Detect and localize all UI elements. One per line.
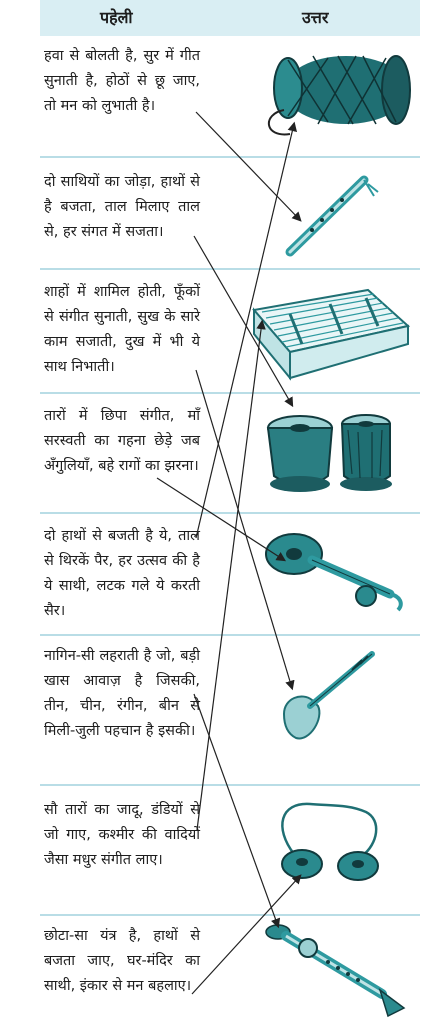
- santoor-icon: [250, 282, 412, 386]
- manjira-icon: [270, 798, 390, 894]
- flute-icon: [282, 172, 382, 262]
- riddle-text: दो हाथों से बजती है ये, ताल से थिरकें पैर, हर उत्सव की है ये साथी, लटक गले ये करती सैर।: [44, 528, 200, 619]
- dholak-icon: [258, 44, 418, 140]
- veena-icon: [262, 524, 410, 614]
- shehnai-icon: [258, 918, 408, 1018]
- sitar-icon: [280, 646, 380, 746]
- header-answer: उत्तर: [302, 8, 329, 27]
- riddle-text: हवा से बोलती है, सुर में गीत सुनाती है, होठों से छू जाए, तो मन को लुभाती है।: [44, 48, 200, 114]
- riddle-text: शाहों में शामिल होती, फूँकों से संगीत सुनाती, सुख के सारे काम सजाती, दुख में भी ये साथ निभाती।: [44, 284, 200, 375]
- riddle-text: छोटा-सा यंत्र है, हाथों से बजता जाए, घर-मंदिर का साथी, इंकार से मन बहलाए।: [44, 928, 200, 994]
- riddle-text: दो साथियों का जोड़ा, हाथों से है बजता, ताल मिलाए ताल से, हर संगत में सजता।: [44, 174, 200, 240]
- table-header: [40, 0, 420, 36]
- riddle-text: नागिन-सी लहराती है जो, बड़ी खास आवाज़ है जिसकी, तीन, चीन, रंगीन, बीन से मिली-जुली पहचान है इसकी।: [44, 648, 200, 739]
- riddle-text: तारों में छिपा संगीत, माँ सरस्वती का गहना छेड़े जब अँगुलियाँ, बहे रागों का झरना।: [44, 408, 200, 474]
- header-riddle: पहेली: [100, 8, 133, 27]
- riddle-text: सौ तारों का जादू, डंडियों से जो गाए, कश्मीर की वादियों जैसा मधुर संगीत लाए।: [44, 802, 200, 868]
- tabla-icon: [262, 400, 398, 496]
